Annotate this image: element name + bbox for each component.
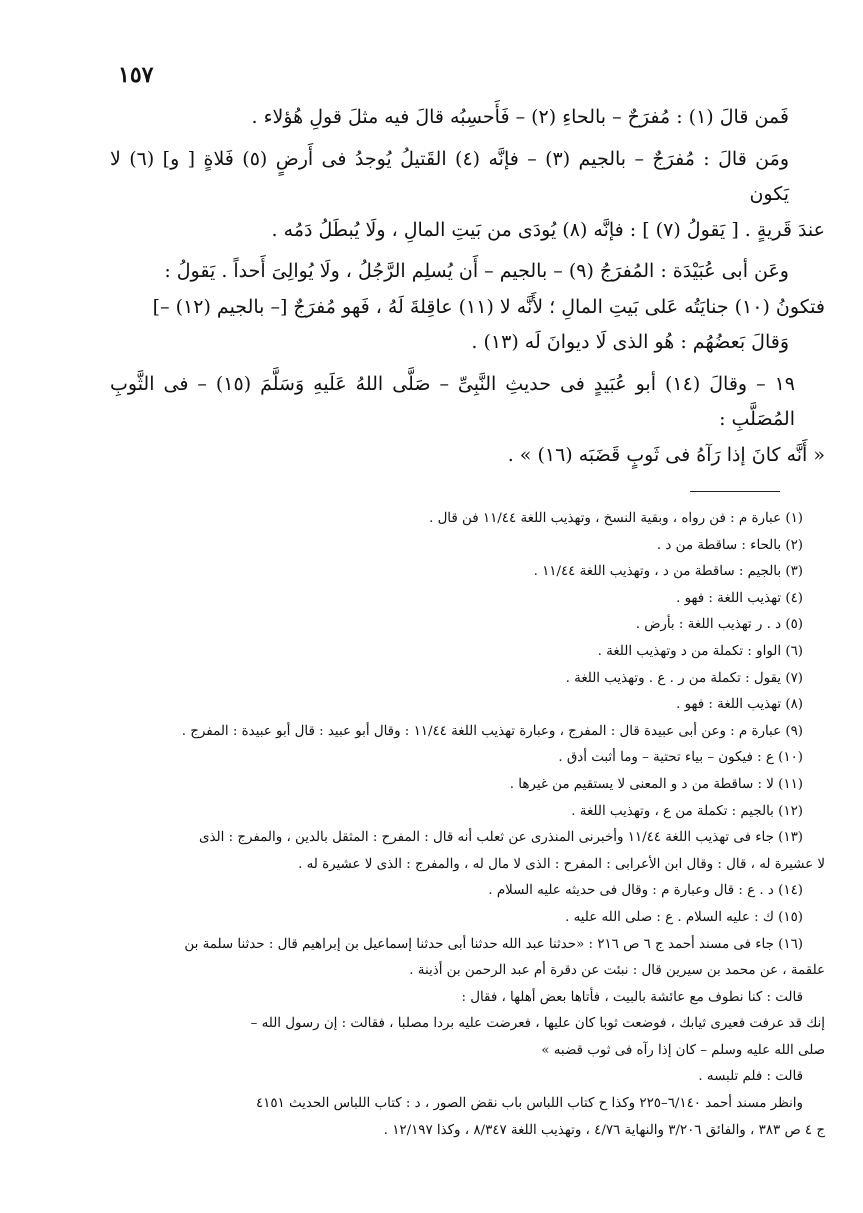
- main-text: [110, 100, 825, 473]
- footnote: (١١) لا : ساقطة من د و المعنى لا يستقيم من غيرها .: [509, 776, 803, 792]
- footnote: (١٣) جاء فى تهذيب اللغة ١١/٤٤ وأخبرنى المنذرى عن ثعلب أنه قال : المفرح : المثقل بالدين ، والمفرج : الذى: [199, 830, 803, 846]
- footnote: (١) عبارة م : فن رواه ، وبقية النسخ ، وتهذيب اللغة ١١/٤٤ فن قال .: [429, 511, 803, 526]
- footnote-continuation: صلى الله عليه وسلم – كان إذا رآه فى ثوب قضبه »: [541, 1042, 825, 1058]
- footnote-continuation: قالت : كنا نطوف مع عائشة بالبيت ، فأتاها بعض أهلها ، فقال :: [461, 989, 803, 1005]
- footnote-continuation: لا عشيرة له ، قال : وقال ابن الأعرابى : المفرح : الذى لا مال له ، والمفرج : الذى لا عشيرة له .: [298, 856, 825, 872]
- footnote: (٦) الواو : تكملة من د وتهذيب اللغة .: [597, 643, 803, 659]
- footnote: (١٦) جاء فى مسند أحمد ج ٦ ص ٢١٦ : «حدثنا عبد الله حدثنا أبى حدثنا إسماعيل بن إبراهيم قال : حدثنا سلمة بن: [184, 936, 803, 952]
- footnote: (١٥) ك : عليه السلام . ع : صلى الله عليه .: [565, 909, 803, 925]
- page-number: ١٥٧: [118, 62, 154, 88]
- footnote: (٢) بالحاء : ساقطة من د .: [656, 537, 803, 553]
- footnotes: [110, 506, 825, 1144]
- footnote: (٣) بالجيم : ساقطة من د ، وتهذيب اللغة ١١/٤٤ .: [533, 564, 803, 580]
- footnote: (٥) د . ر تهذيب اللغة : بأرض .: [635, 617, 803, 633]
- footnote: (١٠) ع : فيكون – بياء تحتية – وما أثبت أدق .: [558, 750, 803, 766]
- footnote-divider: [690, 491, 780, 492]
- main-line: وعَن أبى عُبَيْدَة : المُفرَجُ (٩) – بالجيم – أَن يُسلِم الرَّجُلُ ، ولَا يُوالِىَ أَحداً . يَقولُ :: [164, 260, 789, 282]
- footnote: (١٢) بالجيم : تكملة من ع ، وتهذيب اللغة .: [571, 803, 803, 819]
- footnote: (٧) يقول : تكملة من ر . ع . وتهذيب اللغة .: [565, 670, 803, 686]
- footnote: (١٤) د . ع : قال وعبارة م : وقال فى حديثه عليه السلام .: [488, 883, 803, 899]
- footnote-continuation: ج ٤ ص ٣٨٣ ، والفائق ٣/٢٠٦ والنهاية ٤/٧٦ ، وتهذيب اللغة ٨/٣٤٧ ، وكذا ١٢/١٩٧ .: [383, 1122, 825, 1138]
- footnote-continuation: قالت : فلم تلبسه .: [698, 1069, 803, 1085]
- footnote: (٩) عبارة م : وعن أبى عبيدة قال : المفرج ، وعبارة تهذيب اللغة ١١/٤٤ : وقال أبو عبيد : قال أبو عبيدة : المفرج .: [181, 723, 803, 739]
- main-line: عندَ قَريةٍ . [ يَقولُ (٧) ] : فإنَّه (٨) يُودَى من بَيتِ المالِ ، ولَا يُبطَلُ دَمُه .: [271, 218, 825, 241]
- footnote: (٨) تهذيب اللغة : فهو .: [676, 697, 803, 713]
- main-line: فَمن قالَ (١) : مُفرَحٌ – بالحاءِ (٢) – فَأَحسِبُه قالَ فيه مثلَ قولِ هُؤلاء .: [251, 106, 789, 128]
- main-line: ١٩ – وقالَ (١٤) أبو عُبَيدٍ فى حديثِ النَّبِىِّ – صَلَّى اللهُ عَلَيهِ وَسَلَّمَ (١٥) – فى الثَّوبِ المُصَلَّبِ :: [110, 372, 795, 430]
- footnote-continuation: علقمة ، عن محمد بن سيرين قال : نبئت عن دقرة أم عبد الرحمن بن أذينة .: [409, 963, 825, 979]
- main-line: « أَنَّه كانَ إذا رَآهُ فى ثَوبٍ قَضَبَه (١٦) » .: [507, 443, 825, 466]
- footnote-continuation: وانظر مسند أحمد ٦/١٤٠–٢٢٥ وكذا ح كتاب اللباس باب نقض الصور ، د : كتاب اللباس الحديث ٤١٥١: [255, 1096, 803, 1112]
- footnote: (٤) تهذيب اللغة : فهو .: [676, 590, 803, 606]
- main-line: وَقالَ بَعضُهُم : هُو الذى لَا ديوانَ لَه (١٣) .: [471, 331, 789, 353]
- main-line: ومَن قالَ : مُفرَجٌ – بالجيم (٣) – فإنَّه (٤) القَتيلُ يُوجدُ فى أَرضٍ (٥) فَلاةٍ [ و] (٦) لا يَكون: [110, 147, 790, 205]
- main-line: فتكونُ (١٠) جنايَتُه عَلى بَيتِ المالِ ؛ لأَنَّه لا (١١) عاقِلةَ لَهُ ، فَهو مُفرَجٌ [– بالجيم (١٢) –]: [152, 295, 825, 318]
- footnote-continuation: إنك قد عرفت فعيرى ثيابك ، فوضعت ثوبا كان عليها ، فعرضت عليه بردا مصلبا ، فقالت : إن رسول الله –: [250, 1016, 825, 1032]
